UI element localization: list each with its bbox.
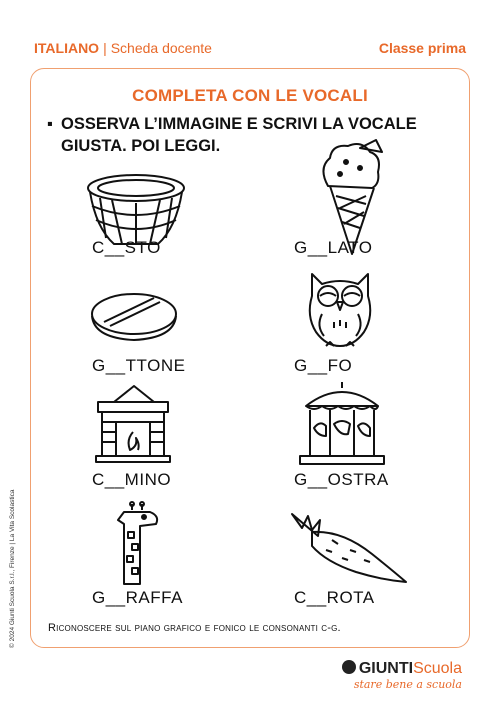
word-item-1: C__STO [92,238,161,257]
brand-name-part1: GIUNTI [358,660,414,677]
brand-tagline: stare bene a scuola [353,678,462,691]
page-header [34,40,466,60]
word-item-2: G__LATO [294,238,373,257]
learning-objective: Riconoscere sul piano grafico e fonico le consonanti c-g. [48,622,341,634]
word-item-4: G__FO [294,356,353,375]
header-separator: | [103,40,107,56]
carrot-icon [272,506,412,586]
brand-name-part2: Scuola [413,660,462,677]
giraffe-icon [110,500,162,586]
subject-label: ITALIANO [34,40,100,56]
instruction [47,113,467,157]
doc-type-label: Scheda docente [110,40,212,56]
carousel-icon [296,380,388,470]
fireplace-icon [94,384,172,464]
brand-name [342,660,462,678]
instruction-text: OSSERVA L’IMMAGINE E SCRIVI LA VOCALE GIUSTA. POI LEGGI. [61,115,417,155]
header-left [34,40,212,56]
word-item-6: G__OSTRA [294,470,389,489]
grade-label: Classe prima [378,40,466,56]
exercise-title: COMPLETA CON LE VOCALI [132,86,368,105]
publisher-brand [342,660,462,691]
word-item-5: C__MINO [92,470,172,489]
cookie-icon [88,288,180,346]
word-item-7: G__RAFFA [92,588,183,607]
owl-icon [304,266,376,350]
giunti-logo-icon [342,660,356,674]
word-item-8: C__ROTA [294,588,375,607]
instruction-bullet: ▪ [47,115,53,133]
word-item-3: G__TTONE [92,356,186,375]
copyright-note: © 2024 Giunti Scuola S.r.l., Firenze | La Vita Scolastica [9,489,16,648]
